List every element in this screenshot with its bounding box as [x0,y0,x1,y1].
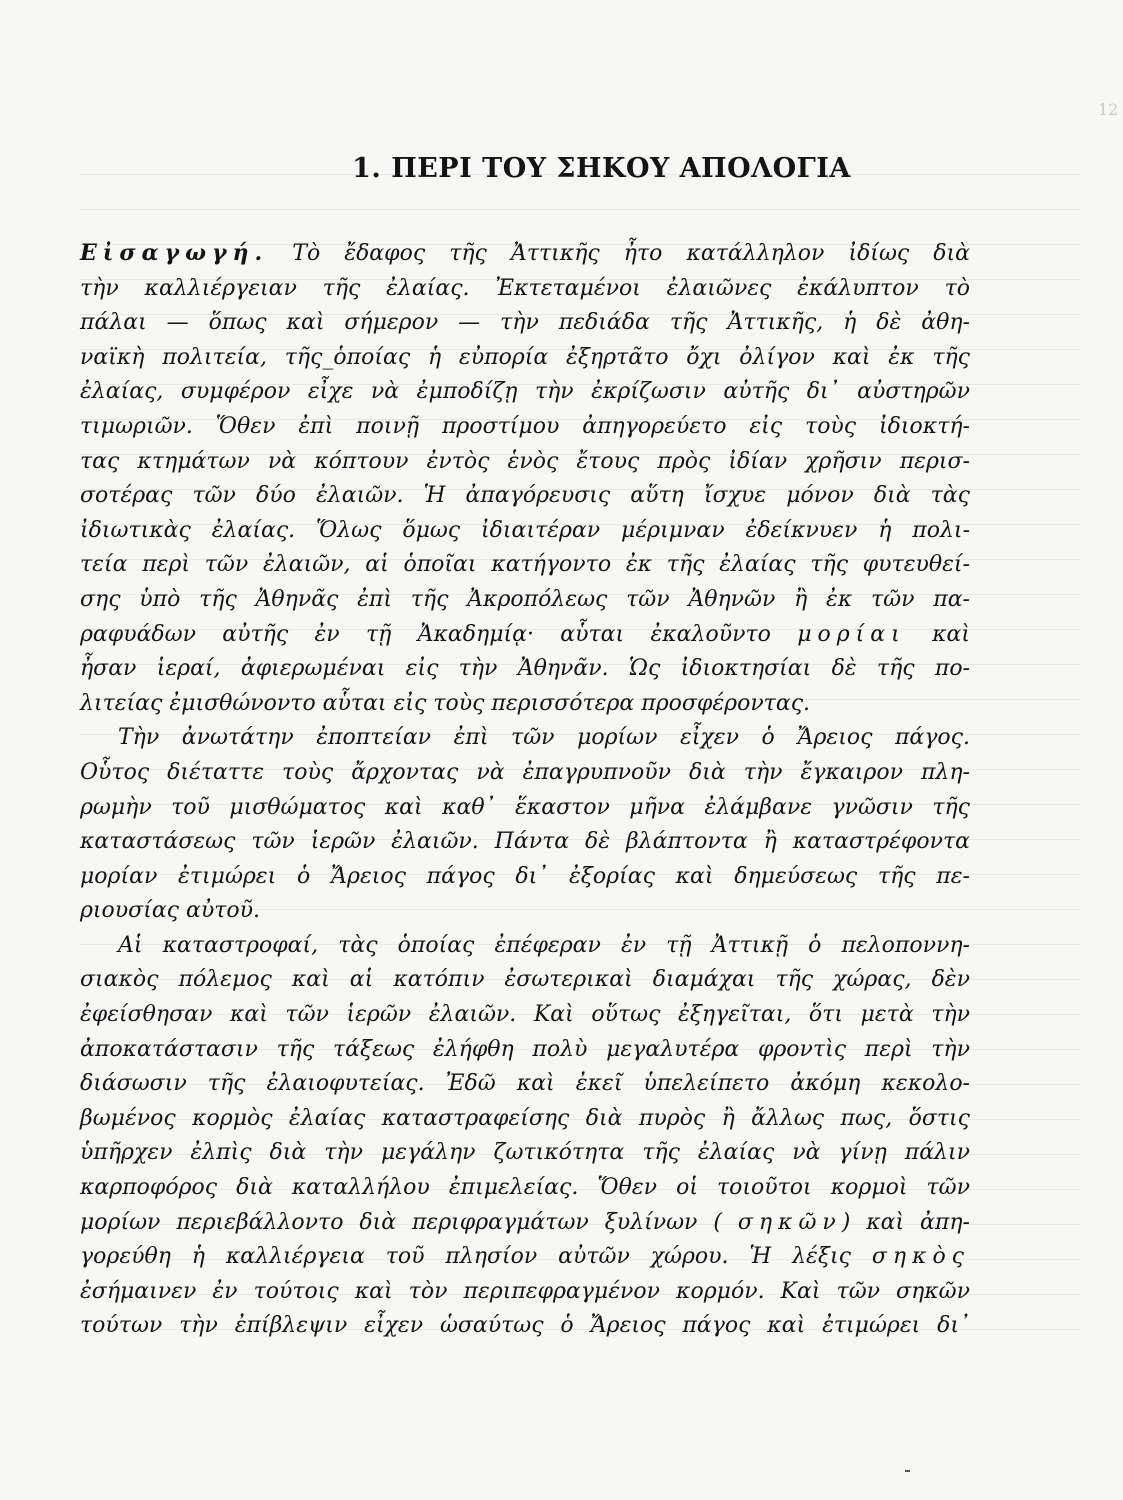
text-line [80,548,970,583]
line-text: τιμωριῶν. Ὅθεν ἐπὶ ποινῇ προστίμου ἀπηγορεύετο εἰς τοὺς ἰδιοκτή- [80,413,970,439]
text-line [80,687,970,722]
text-line [80,894,970,929]
line-tail: καὶ [905,621,970,647]
line-text: γορεύθη ἡ καλλιέργεια τοῦ πλησίον αὐτῶν χώρου. Ἡ λέξις [80,1244,851,1270]
line-text: πάλαι — ὅπως καὶ σήμερον — τὴν πεδιάδα τῆς Ἀττικῆς, ἡ δὲ ἀθη- [80,310,970,336]
line-text: βωμένος κορμὸς ἐλαίας καταστραφείσης διὰ πυρὸς ἢ ἄλλως πως, ὅστις [80,1105,970,1131]
text-line [80,1206,970,1241]
text-line [80,514,970,549]
line-text: καταστάσεως τῶν ἱερῶν ἐλαιῶν. Πάντα δὲ βλάπτοντα ἢ καταστρέφοντα [80,829,970,855]
line-text: μορίων περιεβάλλοντο διὰ περιφραγμάτων ξυλίνων ( [80,1209,722,1235]
bleed-through-page-number: 12 [1098,100,1119,119]
line-text: Οὗτος διέταττε τοὺς ἄρχοντας νὰ ἐπαγρυπνοῦν διὰ τὴν ἔγκαιρον πλη- [80,759,970,785]
line-text: ἐσήμαινεν ἐν τούτοις καὶ τὸν περιπεφραγμένον κορμόν. Καὶ τῶν σηκῶν [80,1278,970,1304]
line-text: ριουσίας αὐτοῦ. [80,898,261,924]
text-line [80,306,970,341]
line-text: ἐφείσθησαν καὶ τῶν ἱερῶν ἐλαιῶν. Καὶ οὕτως ἐξηγεῖται, ὅτι μετὰ τὴν [80,1002,970,1028]
line-text: τας κτημάτων νὰ κόπτουν ἐντὸς ἑνὸς ἔτους πρὸς ἰδίαν χρῆσιν περισ- [80,448,970,474]
chapter-title: 1. ΠΕΡΙ ΤΟΥ ΣΗΚΟΥ ΑΠΟΛΟΓΙΑ [352,153,851,184]
text-line [80,825,970,860]
line-text: τεία περὶ τῶν ἐλαιῶν, αἱ ὁποῖαι κατήγοντο ἐκ τῆς ἐλαίας τῆς φυτευθεί- [80,552,970,578]
text-line [80,1240,970,1275]
text-line [80,652,970,687]
section-lead: Εἰσαγωγή. [80,240,269,266]
emphasized-word: σηκῶν [737,1209,842,1235]
line-text: διάσωσιν τῆς ἐλαιοφυτείας. Ἐδῶ καὶ ἐκεῖ ὑπελείπετο ἀκόμη κεκολο- [80,1071,970,1097]
text-line [80,929,970,964]
body-text [80,236,970,1344]
text-line [80,1275,970,1310]
paragraph [80,236,970,721]
line-text: ραφυάδων αὐτῆς ἐν τῇ Ἀκαδημίᾳ· αὗται ἐκαλοῦντο [80,621,771,647]
text-line [80,756,970,791]
line-text: σοτέρας τῶν δύο ἐλαιῶν. Ἡ ἀπαγόρευσις αὕτη ἴσχυε μόνον διὰ τὰς [80,483,970,509]
text-line [80,1136,970,1171]
line-text: ὑπῆρχεν ἐλπὶς διὰ τὴν μεγάλην ζωτικότητα τῆς ἐλαίας νὰ γίνῃ πάλιν [80,1140,970,1166]
text-line [80,1033,970,1068]
line-text: Τὴν ἀνωτάτην ἐποπτείαν ἐπὶ τῶν μορίων εἶχεν ὁ Ἄρειος πάγος. [118,725,970,751]
text-line [80,479,970,514]
line-text: ἦσαν ἱεραί, ἀφιερωμέναι εἰς τὴν Ἀθηνᾶν. Ὡς ἰδιοκτησίαι δὲ τῆς πο- [80,656,970,682]
line-text: σης ὑπὸ τῆς Ἀθηνᾶς ἐπὶ τῆς Ἀκροπόλεως τῶν Ἀθηνῶν ἢ ἐκ τῶν πα- [80,586,970,612]
text-line [80,963,970,998]
text-line [80,1309,970,1344]
text-line [80,998,970,1033]
line-text: τούτων τὴν ἐπίβλεψιν εἶχεν ὡσαύτως ὁ Ἄρειος πάγος καὶ ἐτιμώρει δι᾽ [80,1313,970,1339]
text-line [80,791,970,826]
line-text: ναϊκὴ πολιτεία, τῆς_ὁποίας ἡ εὐπορία ἐξηρτᾶτο ὄχι ὀλίγον καὶ ἐκ τῆς [80,344,970,370]
text-line [80,410,970,445]
line-text: τὴν καλλιέργειαν τῆς ἐλαίας. Ἐκτεταμένοι ἐλαιῶνες ἐκάλυπτον τὸ [80,275,970,301]
text-line [80,1171,970,1206]
line-text: λιτείας ἐμισθώνοντο αὗται εἰς τοὺς περισσότερα προσφέροντας. [80,690,811,716]
line-text: ἰδιωτικὰς ἐλαίας. Ὅλως ὅμως ἰδιαιτέραν μέριμναν ἐδείκνυεν ἡ πολι- [80,517,970,543]
line-text: ἐλαίας, συμφέρον εἶχε νὰ ἐμποδίζῃ τὴν ἐκρίζωσιν αὐτῆς δι᾽ αὐστηρῶν [80,379,970,405]
paragraph [80,721,970,929]
line-text: Αἱ καταστροφαί, τὰς ὁποίας ἐπέφεραν ἐν τῇ Ἀττικῇ ὁ πελοποννη- [118,932,970,958]
text-line [80,272,970,307]
line-text: σιακὸς πόλεμος καὶ αἱ κατόπιν ἐσωτερικαὶ διαμάχαι τῆς χώρας, δὲν [80,967,970,993]
text-line [80,618,970,653]
line-text: ἀποκατάστασιν τῆς τάξεως ἐλήφθη πολὺ μεγαλυτέρα φροντὶς περὶ τὴν [80,1036,970,1062]
line-text: ρωμὴν τοῦ μισθώματος καὶ καθ᾽ ἕκαστον μῆνα ἐλάμβανε γνῶσιν τῆς [80,794,970,820]
text-line [80,236,970,272]
text-line [80,860,970,895]
line-text: μορίαν ἐτιμώρει ὁ Ἄρειος πάγος δι᾽ ἐξορίας καὶ δημεύσεως τῆς πε- [80,863,970,889]
text-line [80,375,970,410]
text-line [80,721,970,756]
line-text: Τὸ ἔδαφος τῆς Ἀττικῆς ἦτο κατάλληλον ἰδίως διὰ [268,241,970,266]
emphasized-word: σηκὸς [871,1244,971,1270]
text-line [80,1067,970,1102]
text-line [80,445,970,480]
text-line [80,341,970,376]
paragraph [80,929,970,1344]
emphasized-word: μορίαι [797,621,906,647]
text-line [80,583,970,618]
text-line [80,1102,970,1137]
line-text: καρποφόρος διὰ καταλλήλου ἐπιμελείας. Ὅθεν οἱ τοιοῦτοι κορμοὶ τῶν [80,1175,970,1201]
line-tail: ) καὶ ἀπη- [841,1209,970,1235]
page-mark [905,1470,910,1472]
